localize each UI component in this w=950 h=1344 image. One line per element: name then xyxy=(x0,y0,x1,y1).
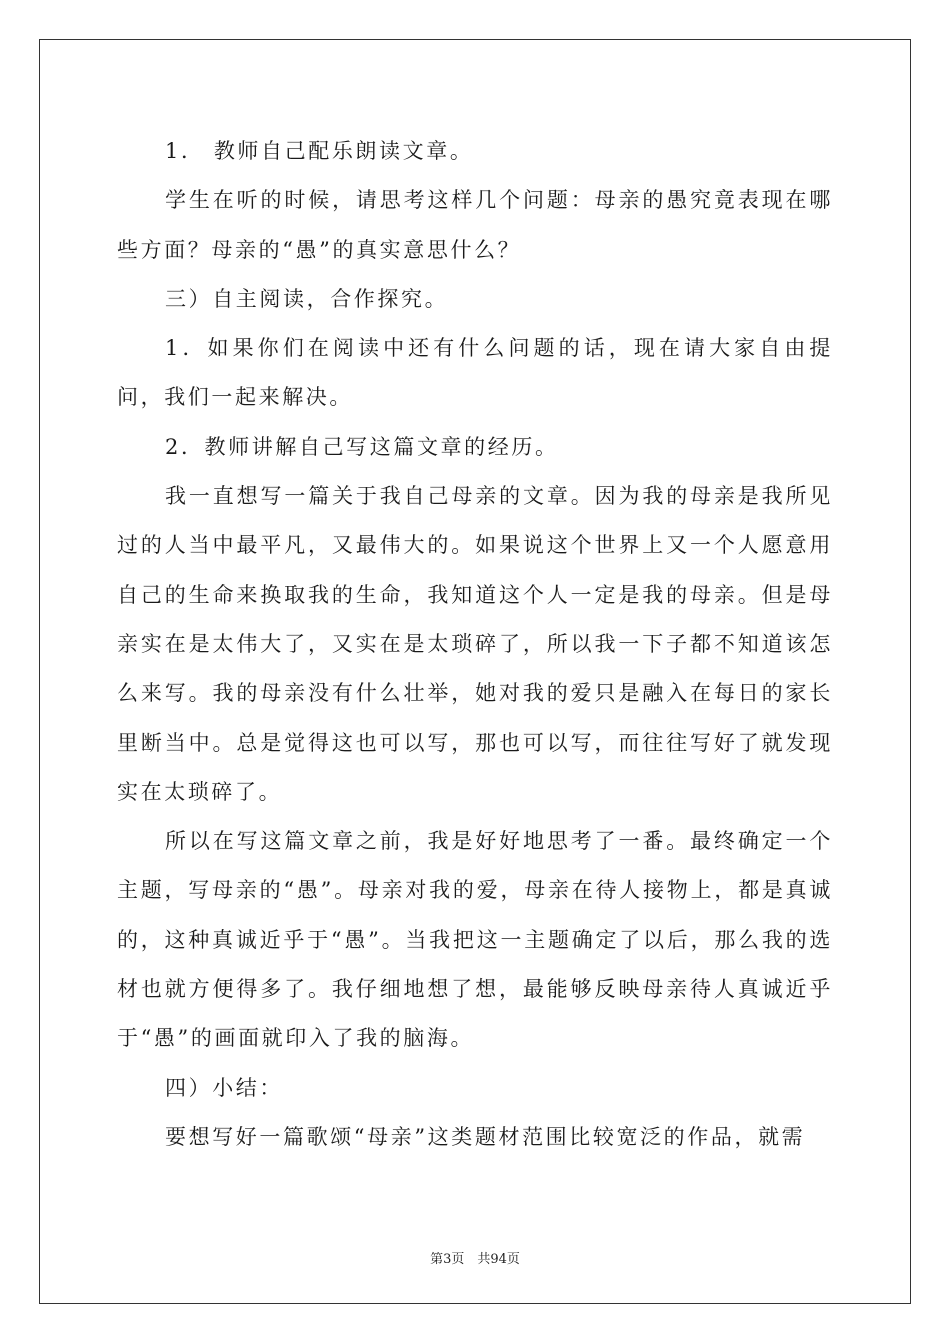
page-number-footer: 第3页 共94页 xyxy=(430,1252,520,1267)
paragraph-2: 学生在听的时候，请思考这样几个问题：母亲的愚究竟表现在哪些方面？母亲的“愚”的真实意思什么？ xyxy=(117,188,833,262)
paragraph-1: 1． 教师自己配乐朗读文章。 xyxy=(165,139,474,163)
paragraph-4: 1．如果你们在阅读中还有什么问题的话，现在请大家自由提问，我们一起来解决。 xyxy=(117,336,833,410)
paragraph-7: 所以在写这篇文章之前，我是好好地思考了一番。最终确定一个主题，写母亲的“愚”。母亲对我的爱，母亲在待人接物上，都是真诚的，这种真诚近乎于“愚”。当我把这一主题确定了以后，那么我的选材也就方便得多了。我仔细地想了想，最能够反映母亲待人真诚近乎于“愚”的画面就印入了我的脑海。 xyxy=(117,829,833,1051)
document-body xyxy=(117,127,833,1162)
paragraph-9: 要想写好一篇歌颂“母亲”这类题材范围比较宽泛的作品，就需 xyxy=(165,1124,806,1149)
paragraph-8: 四）小结： xyxy=(165,1075,283,1100)
paragraph-5: 2．教师讲解自己写这篇文章的经历。 xyxy=(165,434,559,459)
paragraph-6: 我一直想写一篇关于我自己母亲的文章。因为我的母亲是我所见过的人当中最平凡，又最伟大的。如果说这个世界上又一个人愿意用自己的生命来换取我的生命，我知道这个人一定是我的母亲。但是母亲实在是太伟大了，又实在是太琐碎了，所以我一下子都不知道该怎么来写。我的母亲没有什么壮举，她对我的爱只是融入在每日的家长里断当中。总是觉得这也可以写，那也可以写，而往往写好了就发现实在太琐碎了。 xyxy=(117,484,833,804)
paragraph-3: 三）自主阅读，合作探究。 xyxy=(165,286,449,311)
